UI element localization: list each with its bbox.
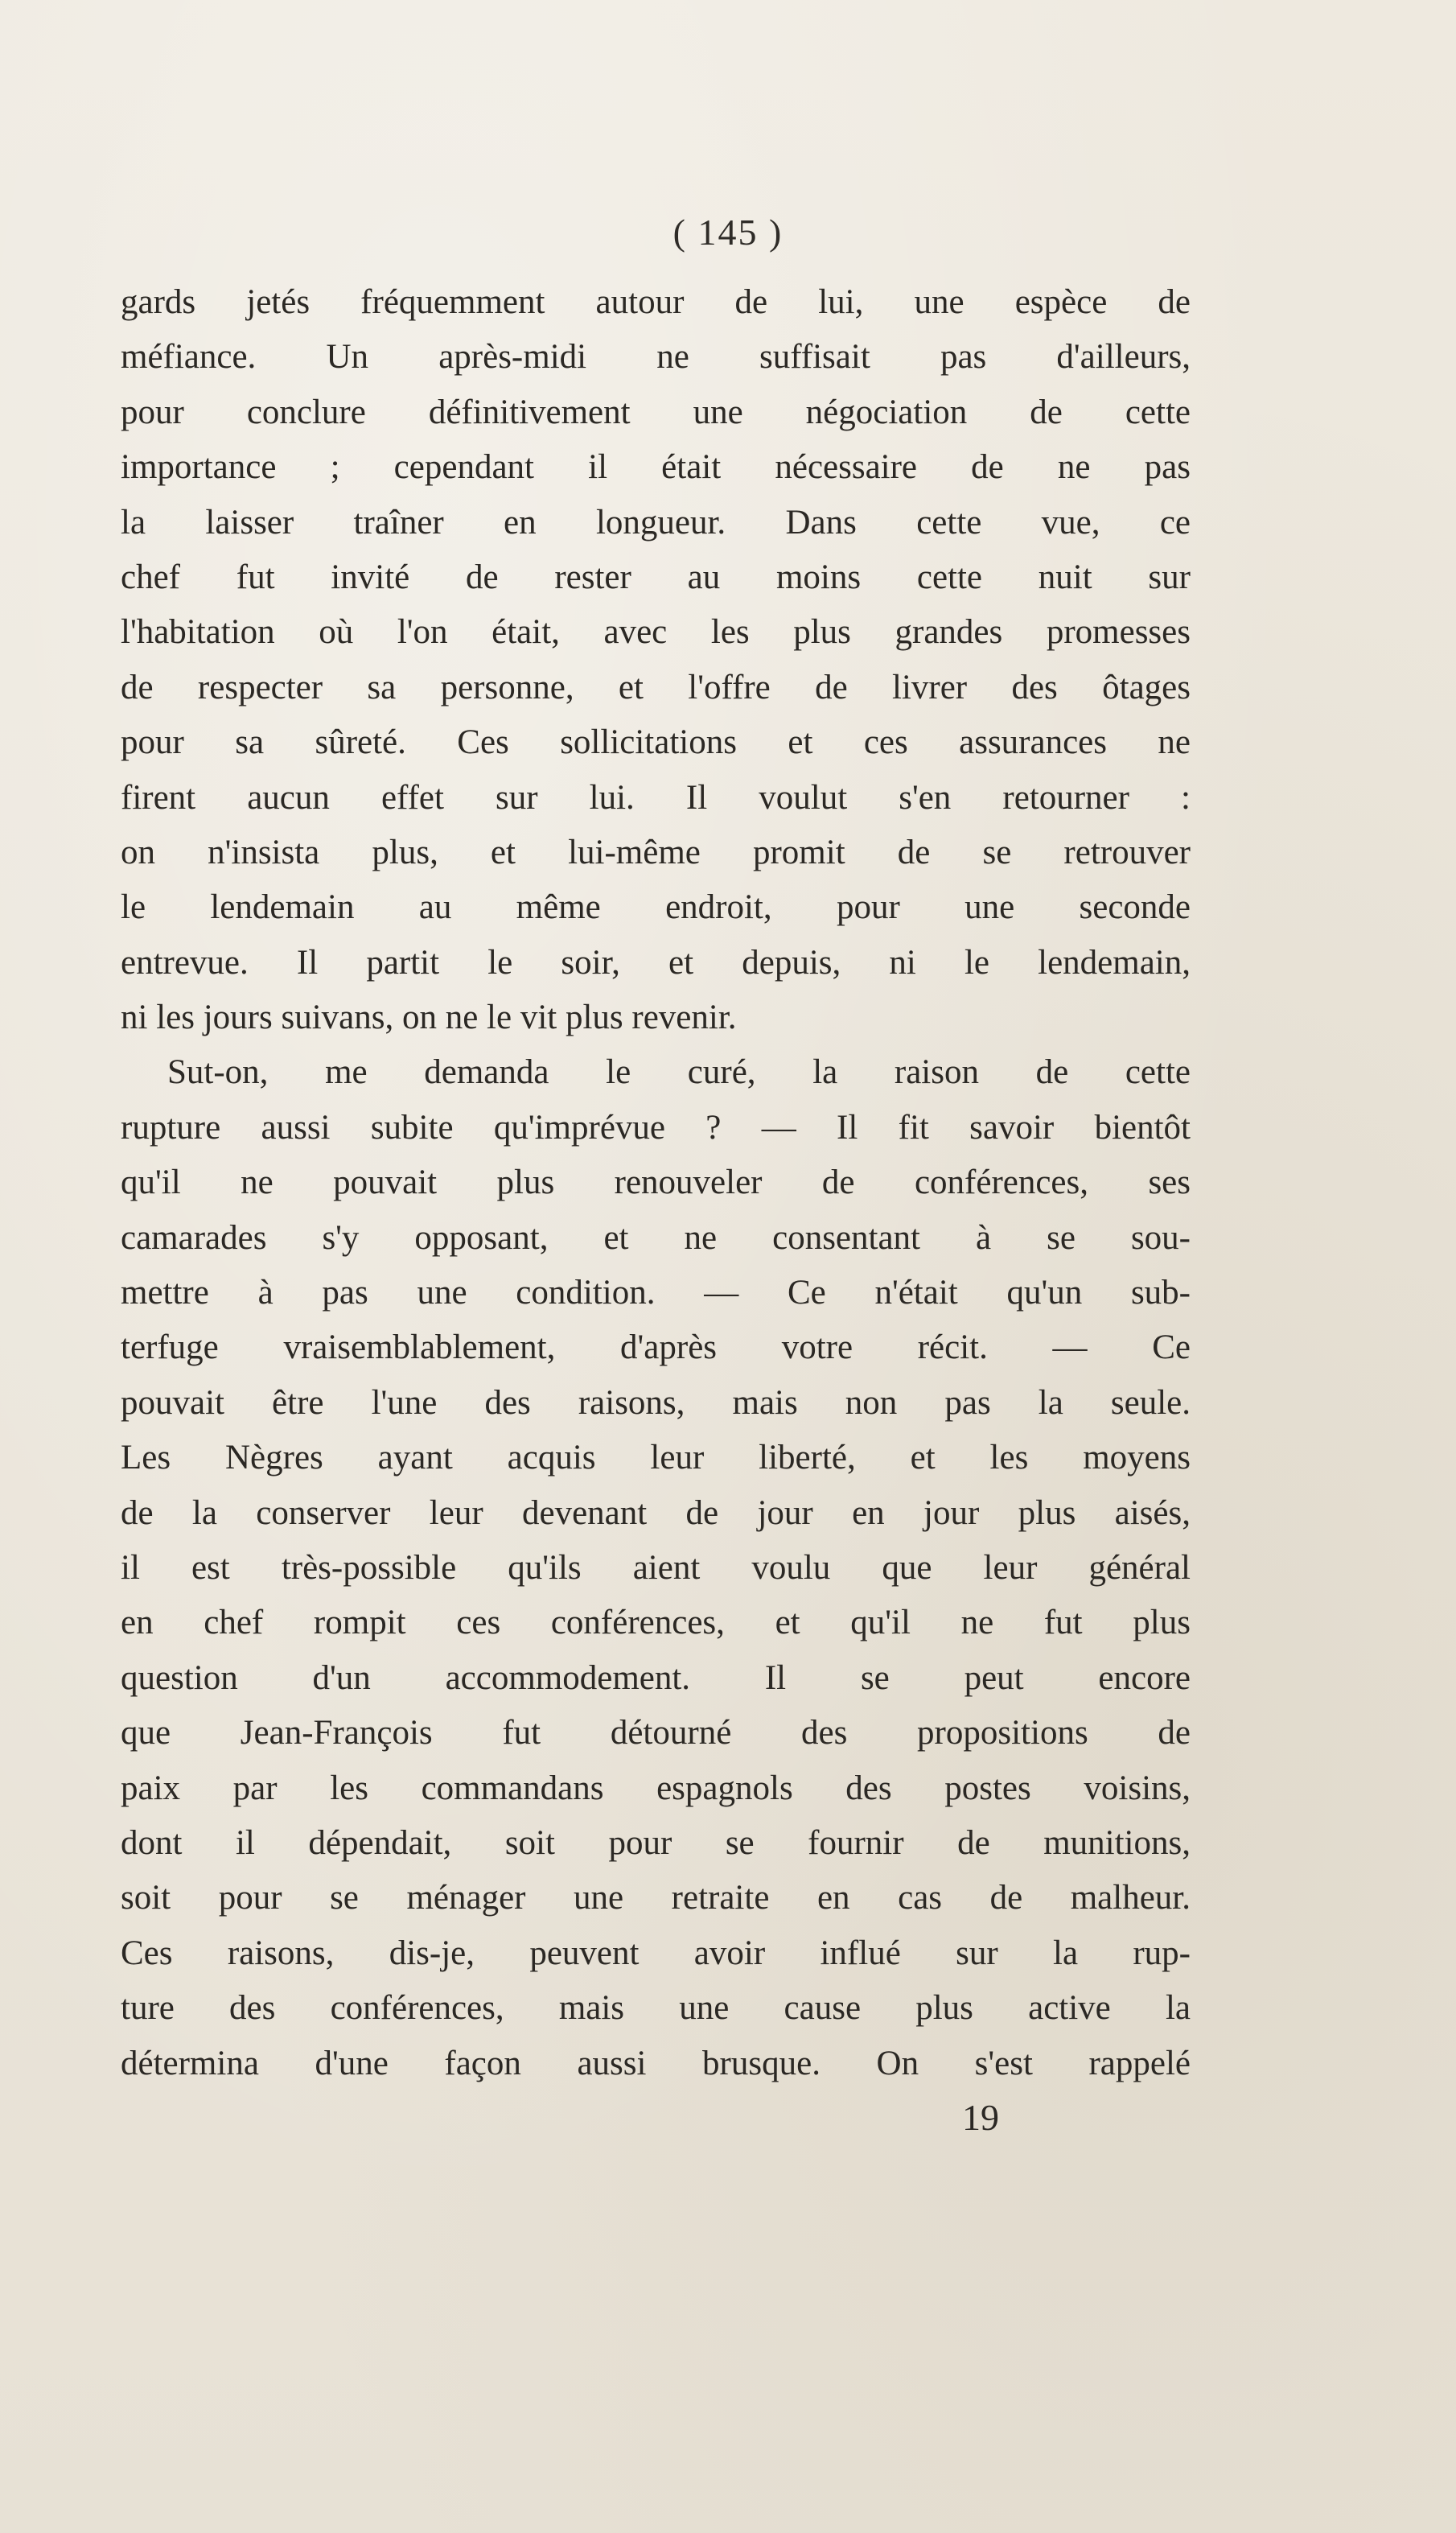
text-line: entrevue. Il partit le soir, et depuis, ni le lendemain,	[121, 943, 1191, 982]
text-line: qu'il ne pouvait plus renouveler de conférences, ses	[121, 1164, 1191, 1202]
text-line: rupture aussi subite qu'imprévue ? — Il fit savoir bientôt	[121, 1108, 1191, 1147]
text-line: l'habitation où l'on était, avec les plus grandes promesses	[121, 613, 1191, 652]
text-line: paix par les commandans espagnols des postes voisins,	[121, 1769, 1191, 1807]
text-line: terfuge vraisemblablement, d'après votre récit. — Ce	[121, 1328, 1191, 1367]
text-line: de respecter sa personne, et l'offre de livrer des ôtages	[121, 668, 1191, 706]
text-line: on n'insista plus, et lui-même promit de se retrouver	[121, 833, 1191, 871]
page-number-header: ( 145 )	[672, 212, 784, 253]
text-line: pour conclure définitivement une négociation de cette	[121, 393, 1191, 431]
text-line: chef fut invité de rester au moins cette nuit sur	[121, 558, 1191, 596]
body-text	[121, 275, 1191, 2091]
text-line: ni les jours suivans, on ne le vit plus revenir.	[121, 999, 737, 1037]
text-line: de la conserver leur devenant de jour en jour plus aisés,	[121, 1493, 1191, 1532]
text-line: importance ; cependant il était nécessaire de ne pas	[121, 448, 1191, 487]
text-line: mettre à pas une condition. — Ce n'était qu'un sub-	[121, 1274, 1191, 1312]
text-line: question d'un accommodement. Il se peut encore	[121, 1658, 1191, 1697]
text-line: camarades s'y opposant, et ne consentant à se sou-	[121, 1218, 1191, 1257]
text-line: détermina d'une façon aussi brusque. On s'est rappelé	[121, 2044, 1191, 2082]
text-line: méfiance. Un après-midi ne suffisait pas d'ailleurs,	[121, 338, 1191, 377]
text-line: que Jean-François fut détourné des propositions de	[121, 1714, 1191, 1753]
text-line: dont il dépendait, soit pour se fournir de munitions,	[121, 1823, 1191, 1862]
text-line: le lendemain au même endroit, pour une seconde	[121, 888, 1191, 927]
text-line: soit pour se ménager une retraite en cas de malheur.	[121, 1879, 1191, 1917]
text-line: pour sa sûreté. Ces sollicitations et ces assurances ne	[121, 723, 1191, 762]
text-line: la laisser traîner en longueur. Dans cette vue, ce	[121, 503, 1191, 542]
text-line: gards jetés fréquemment autour de lui, une espèce de	[121, 283, 1191, 321]
text-line: ture des conférences, mais une cause plus active la	[121, 1989, 1191, 2028]
text-line: Sut-on, me demanda le curé, la raison de cette	[167, 1053, 1191, 1092]
text-line: il est très-possible qu'ils aient voulu que leur général	[121, 1548, 1191, 1587]
text-line: firent aucun effet sur lui. Il voulut s'en retourner :	[121, 778, 1191, 817]
text-line: pouvait être l'une des raisons, mais non pas la seule.	[121, 1383, 1191, 1422]
text-line: Ces raisons, dis-je, peuvent avoir influé sur la rup-	[121, 1934, 1191, 1972]
signature-mark: 19	[962, 2097, 999, 2138]
text-line: Les Nègres ayant acquis leur liberté, et les moyens	[121, 1439, 1191, 1477]
text-line: en chef rompit ces conférences, et qu'il ne fut plus	[121, 1604, 1191, 1642]
